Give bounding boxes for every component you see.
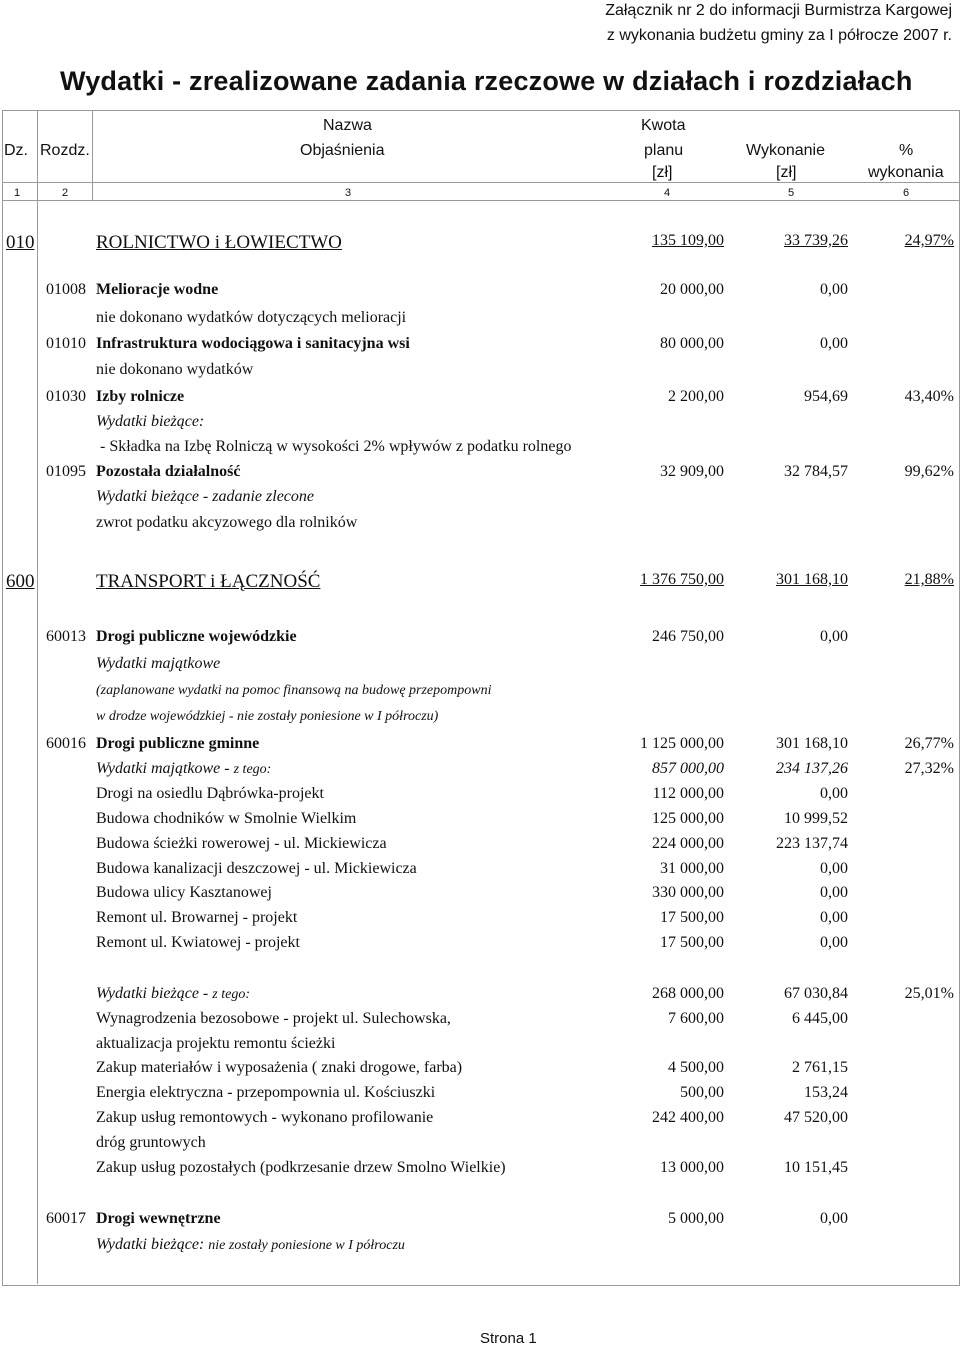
biezace-item-wyk: 153,24 (804, 1084, 848, 1101)
row-60017-code: 60017 (46, 1210, 86, 1227)
section-010-plan: 135 109,00 (652, 232, 724, 249)
row-01010-wyk: 0,00 (820, 335, 848, 352)
majatkowe-wyk: 234 137,26 (776, 760, 848, 777)
header-line-1: Załącznik nr 2 do informacji Burmistrza Kargowej (605, 2, 952, 19)
majatkowe-item-plan: 17 500,00 (660, 934, 724, 951)
biezace-z-tego: z tego: (212, 987, 250, 1002)
col-plan-unit: [zł] (652, 164, 673, 181)
biezace-pct: 25,01% (904, 985, 954, 1002)
row-01010-plan: 80 000,00 (660, 335, 724, 352)
section-010-code: 010 (6, 232, 35, 253)
row-01095-plan: 32 909,00 (660, 463, 724, 480)
biezace-item-wyk: 2 761,15 (792, 1059, 848, 1076)
header-line-2: z wykonania budżetu gminy za I półrocze 2007 r. (606, 27, 952, 44)
row-01095-name: Pozostała działalność (96, 463, 241, 480)
section-010-pct: 24,97% (904, 232, 954, 249)
biezace-item-name: Zakup usług remontowych - wykonano profilowanie (96, 1109, 434, 1126)
majatkowe-item-name: Remont ul. Kwiatowej - projekt (96, 934, 300, 951)
biezace-wyk: 67 030,84 (784, 985, 848, 1002)
row-01010-note: nie dokonano wydatków (96, 361, 254, 378)
row-01030-code: 01030 (46, 388, 86, 405)
page-title: Wydatki - zrealizowane zadania rzeczowe w działach i rozdziałach (60, 66, 913, 96)
colnum-1: 1 (14, 187, 21, 199)
biezace-label (96, 985, 250, 1003)
biezace-item-name: aktualizacja projektu remontu ścieżki (96, 1035, 336, 1052)
section-010-name: ROLNICTWO i ŁOWIECTWO (96, 232, 342, 253)
col-dz: Dz. (4, 142, 28, 159)
majatkowe-item-plan: 224 000,00 (652, 835, 724, 852)
majatkowe-item-plan: 31 000,00 (660, 860, 724, 877)
majatkowe-item-plan: 125 000,00 (652, 810, 724, 827)
majatkowe-z-tego: z tego: (233, 762, 272, 777)
row-01030-sub: Wydatki bieżące: (96, 413, 205, 430)
majatkowe-item-wyk: 10 999,52 (784, 810, 848, 827)
colnum-6: 6 (903, 187, 910, 199)
row-60013-note-2: w drodze wojewódzkiej - nie zostały poniesione w I półroczu) (96, 709, 439, 724)
biezace-item-plan: 7 600,00 (668, 1010, 724, 1027)
row-60013-wyk: 0,00 (820, 628, 848, 645)
majatkowe-item-name: Remont ul. Browarnej - projekt (96, 909, 298, 926)
majatkowe-item-wyk: 0,00 (820, 860, 848, 877)
col-wyk-unit: [zł] (776, 164, 797, 181)
col-objasnienia: Objaśnienia (300, 142, 385, 159)
biezace-item-name: dróg gruntowych (96, 1134, 206, 1151)
row-60013-name: Drogi publiczne wojewódzkie (96, 628, 297, 645)
row-01030-wyk: 954,69 (804, 388, 848, 405)
row-60017-wyk: 0,00 (820, 1210, 848, 1227)
row-01030-name: Izby rolnicze (96, 388, 185, 405)
majatkowe-item-plan: 17 500,00 (660, 909, 724, 926)
row-01030-plan: 2 200,00 (668, 388, 724, 405)
colnum-4: 4 (664, 187, 671, 199)
row-60013-plan: 246 750,00 (652, 628, 724, 645)
row-01008-note: nie dokonano wydatków dotyczących melioracji (96, 309, 407, 326)
biezace-item-plan: 500,00 (680, 1084, 724, 1101)
col-divider-rozdz (92, 110, 93, 200)
biezace-item-plan: 13 000,00 (660, 1159, 724, 1176)
majatkowe-item-wyk: 0,00 (820, 785, 848, 802)
biezace-item-wyk: 6 445,00 (792, 1010, 848, 1027)
row-60016-code: 60016 (46, 735, 86, 752)
row-60013-note-1: (zaplanowane wydatki na pomoc finansową na budowę przepompowni (96, 683, 492, 698)
colnum-3: 3 (345, 187, 352, 199)
row-01008-code: 01008 (46, 281, 86, 298)
majatkowe-item-plan: 112 000,00 (652, 785, 724, 802)
page-number: Strona 1 (480, 1330, 537, 1347)
col-pct: % (899, 142, 914, 159)
section-600-plan: 1 376 750,00 (640, 571, 724, 588)
row-01095-note: zwrot podatku akcyzowego dla rolników (96, 514, 358, 531)
biezace-item-name: Zakup materiałów i wyposażenia ( znaki drogowe, farba) (96, 1059, 463, 1076)
colnum-divider (2, 200, 959, 201)
section-600-wyk: 301 168,10 (776, 571, 848, 588)
biezace-item-name: Zakup usług pozostałych (podkrzesanie drzew Smolno Wielkie) (96, 1159, 506, 1176)
col-planu: planu (644, 142, 684, 159)
row-01030-note: - Składka na Izbę Rolniczą w wysokości 2% wpływów z podatku rolnego (100, 438, 572, 455)
col-nazwa: Nazwa (323, 117, 372, 134)
row-01008-name: Melioracje wodne (96, 281, 219, 298)
section-600-pct: 21,88% (904, 571, 954, 588)
majatkowe-pct: 27,32% (904, 760, 954, 777)
row-60017-note: nie zostały poniesione w I półroczu (208, 1238, 405, 1253)
majatkowe-item-name: Drogi na osiedlu Dąbrówka-projekt (96, 785, 324, 802)
majatkowe-item-wyk: 223 137,74 (776, 835, 848, 852)
col-pct-label: wykonania (868, 164, 944, 181)
row-60017-name: Drogi wewnętrzne (96, 1210, 221, 1227)
header-divider (2, 182, 959, 183)
col-kwota: Kwota (641, 117, 686, 134)
row-01095-wyk: 32 784,57 (784, 463, 848, 480)
majatkowe-plan: 857 000,00 (652, 760, 724, 777)
majatkowe-item-name: Budowa chodników w Smolnie Wielkim (96, 810, 357, 827)
majatkowe-item-wyk: 0,00 (820, 884, 848, 901)
row-60016-plan: 1 125 000,00 (640, 735, 724, 752)
col-divider-dz (37, 110, 38, 1284)
row-01008-wyk: 0,00 (820, 281, 848, 298)
section-010-wyk: 33 739,26 (784, 232, 848, 249)
biezace-item-name: Energia elektryczna - przepompownia ul. Kościuszki (96, 1084, 436, 1101)
colnum-2: 2 (62, 187, 69, 199)
majatkowe-item-name: Budowa ścieżki rowerowej - ul. Mickiewicza (96, 835, 387, 852)
majatkowe-item-name: Budowa kanalizacji deszczowej - ul. Mickiewicza (96, 860, 417, 877)
biezace-item-plan: 4 500,00 (668, 1059, 724, 1076)
biezace-item-plan: 242 400,00 (652, 1109, 724, 1126)
section-600-code: 600 (6, 571, 35, 592)
row-60016-pct: 26,77% (904, 735, 954, 752)
row-60013-code: 60013 (46, 628, 86, 645)
biezace-label-text: Wydatki bieżące - (96, 985, 209, 1002)
row-60017-plan: 5 000,00 (668, 1210, 724, 1227)
row-01030-pct: 43,40% (904, 388, 954, 405)
col-rozdz: Rozdz. (40, 142, 90, 159)
majatkowe-label (96, 760, 271, 778)
row-01010-name: Infrastruktura wodociągowa i sanitacyjna wsi (96, 335, 410, 352)
majatkowe-item-wyk: 0,00 (820, 934, 848, 951)
row-60016-name: Drogi publiczne gminne (96, 735, 260, 752)
biezace-item-name: Wynagrodzenia bezosobowe - projekt ul. Sulechowska, (96, 1010, 451, 1027)
row-01095-sub: Wydatki bieżące - zadanie zlecone (96, 488, 315, 505)
colnum-5: 5 (788, 187, 795, 199)
row-60013-sub: Wydatki majątkowe (96, 655, 221, 672)
biezace-plan: 268 000,00 (652, 985, 724, 1002)
majatkowe-item-wyk: 0,00 (820, 909, 848, 926)
row-01010-code: 01010 (46, 335, 86, 352)
majatkowe-label-text: Wydatki majątkowe - (96, 760, 230, 777)
row-01008-plan: 20 000,00 (660, 281, 724, 298)
row-60017-sub: Wydatki bieżące: (96, 1236, 205, 1253)
majatkowe-item-plan: 330 000,00 (652, 884, 724, 901)
section-600-name: TRANSPORT i ŁĄCZNOŚĆ (96, 571, 321, 592)
majatkowe-item-name: Budowa ulicy Kasztanowej (96, 884, 272, 901)
col-wykonanie: Wykonanie (746, 142, 826, 159)
row-60017-sub-line (96, 1236, 405, 1254)
row-01095-code: 01095 (46, 463, 86, 480)
biezace-item-wyk: 47 520,00 (784, 1109, 848, 1126)
row-01095-pct: 99,62% (904, 463, 954, 480)
row-60016-wyk: 301 168,10 (776, 735, 848, 752)
biezace-item-wyk: 10 151,45 (784, 1159, 848, 1176)
